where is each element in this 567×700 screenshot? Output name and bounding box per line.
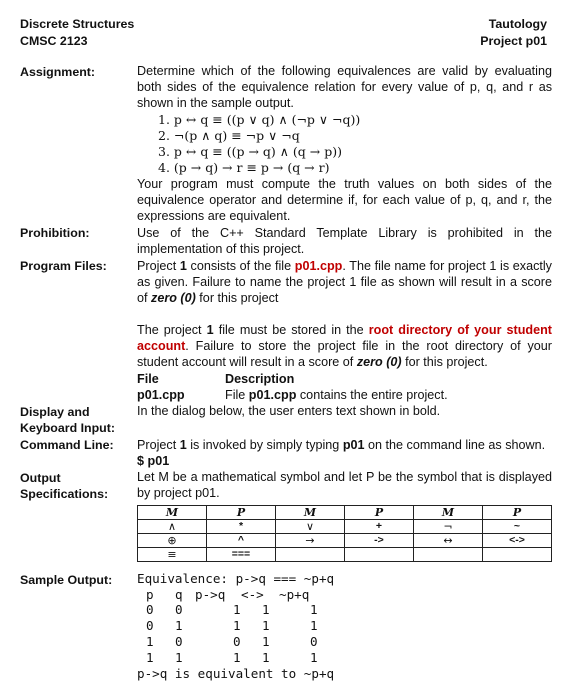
dialog-text: In the dialog below, the user enters text shown in bold. bbox=[137, 404, 441, 418]
program-symbol: ^ bbox=[207, 534, 276, 548]
cell: 1 bbox=[262, 602, 270, 617]
symbol-table-row bbox=[138, 520, 552, 534]
cell: 1 bbox=[262, 634, 270, 649]
program-files-label: Program Files: bbox=[20, 259, 107, 273]
math-symbol bbox=[414, 548, 483, 562]
header-m: M bbox=[138, 506, 207, 520]
sample-output-equivalence: Equivalence: p->q === ~p+q bbox=[137, 571, 335, 586]
program-symbol: * bbox=[207, 520, 276, 534]
program-symbol: === bbox=[207, 548, 276, 562]
col-header-implication: p->q bbox=[195, 587, 226, 602]
cell: 1 bbox=[233, 618, 241, 633]
sample-output-label: Sample Output: bbox=[20, 573, 113, 587]
cell: 0 bbox=[146, 602, 154, 617]
output-spec-label: Output Specifications: bbox=[20, 471, 109, 501]
display-input-label: Display and Keyboard Input: bbox=[20, 405, 115, 435]
cell: 1 bbox=[262, 618, 270, 633]
cell: 1 bbox=[233, 650, 241, 665]
col-header-biconditional: <-> bbox=[241, 587, 264, 602]
project-title: Project p01 bbox=[480, 34, 547, 48]
command-line-text: Project 1 is invoked by simply typing p01 on the command line as shown. bbox=[137, 438, 546, 452]
math-symbol: ∨ bbox=[276, 520, 345, 534]
program-symbol: + bbox=[345, 520, 414, 534]
cell: 1 bbox=[146, 634, 154, 649]
program-files-para1: Project 1 consists of the file p01.cpp. The file name for project 1 is exactly as given. Failure to name the project 1 file as shown will result in a score of zero (0) for this project bbox=[137, 259, 552, 305]
col-header-disjunction: ~p+q bbox=[279, 587, 310, 602]
cell: 0 bbox=[175, 602, 183, 617]
header-m: M bbox=[414, 506, 483, 520]
col-header-p: p bbox=[146, 587, 154, 602]
symbol-table-row bbox=[138, 534, 552, 548]
col-header-q: q bbox=[175, 587, 183, 602]
output-spec-text: Let M be a mathematical symbol and let P be the symbol that is displayed by project p01. bbox=[137, 470, 552, 500]
assignment-intro: Determine which of the following equivalences are valid by evaluating both sides of the equivalence relation for every value of p, q, and r as shown in the sample output. bbox=[137, 64, 552, 110]
math-symbol: ∧ bbox=[138, 520, 207, 534]
symbol-table bbox=[137, 505, 552, 562]
program-symbol: -> bbox=[345, 534, 414, 548]
math-symbol: ¬ bbox=[414, 520, 483, 534]
doc-title: Tautology bbox=[488, 17, 547, 31]
course-code: CMSC 2123 bbox=[20, 34, 88, 48]
cell: 0 bbox=[175, 634, 183, 649]
program-symbol bbox=[345, 548, 414, 562]
program-symbol: ~ bbox=[483, 520, 552, 534]
file-name: p01.cpp bbox=[137, 388, 185, 402]
file-col-header: File bbox=[137, 372, 159, 386]
symbol-table-row bbox=[138, 548, 552, 562]
assignment-label: Assignment: bbox=[20, 65, 96, 79]
symbol-table-header bbox=[138, 506, 552, 520]
sample-output-conclusion: p->q is equivalent to ~p+q bbox=[137, 666, 335, 681]
math-symbol: ⊕ bbox=[138, 534, 207, 548]
file-description: File p01.cpp contains the entire project. bbox=[225, 388, 448, 402]
math-symbol: ≡ bbox=[138, 548, 207, 562]
math-symbol: ↔ bbox=[414, 534, 483, 548]
cell: 1 bbox=[175, 618, 183, 633]
header-p: P bbox=[207, 506, 276, 520]
math-symbol: → bbox=[276, 534, 345, 548]
equivalence-item-4: 4. (p → q) → r ≡ p → (q → r) bbox=[158, 160, 330, 175]
header-m: M bbox=[276, 506, 345, 520]
description-col-header: Description bbox=[225, 372, 295, 386]
course-title: Discrete Structures bbox=[20, 17, 135, 31]
command-line-label: Command Line: bbox=[20, 438, 114, 452]
program-symbol: <-> bbox=[483, 534, 552, 548]
cell: 0 bbox=[310, 634, 318, 649]
cell: 1 bbox=[310, 602, 318, 617]
header-p: P bbox=[483, 506, 552, 520]
equivalence-item-2: 2. ¬(p ∧ q) ≡ ¬p ∨ ¬q bbox=[158, 128, 300, 143]
cell: 1 bbox=[310, 650, 318, 665]
cell: 0 bbox=[233, 634, 241, 649]
command-example: $ p01 bbox=[137, 454, 170, 468]
prohibition-text: Use of the C++ Standard Template Library is prohibited in the implementation of this project. bbox=[137, 226, 552, 256]
math-symbol bbox=[276, 548, 345, 562]
prohibition-label: Prohibition: bbox=[20, 226, 90, 240]
cell: 1 bbox=[310, 618, 318, 633]
cell: 1 bbox=[262, 650, 270, 665]
equivalence-item-3: 3. p ↔ q ≡ ((p → q) ∧ (q → p)) bbox=[158, 144, 342, 159]
cell: 0 bbox=[146, 618, 154, 633]
cell: 1 bbox=[146, 650, 154, 665]
program-files-para2: The project 1 file must be stored in the root directory of your student account. Failure to store the project file in the root directory of your student account will result in a score of zero (0) for this project. bbox=[137, 323, 553, 369]
cell: 1 bbox=[175, 650, 183, 665]
equivalence-item-1: 1. p ↔ q ≡ ((p ∨ q) ∧ (¬p ∨ ¬q)) bbox=[158, 112, 361, 127]
header-p: P bbox=[345, 506, 414, 520]
program-symbol bbox=[483, 548, 552, 562]
assignment-outro: Your program must compute the truth values on both sides of the equivalence operator and determine if, for each value of p, q, and r, the expressions are equivalent. bbox=[137, 177, 552, 223]
cell: 1 bbox=[233, 602, 241, 617]
